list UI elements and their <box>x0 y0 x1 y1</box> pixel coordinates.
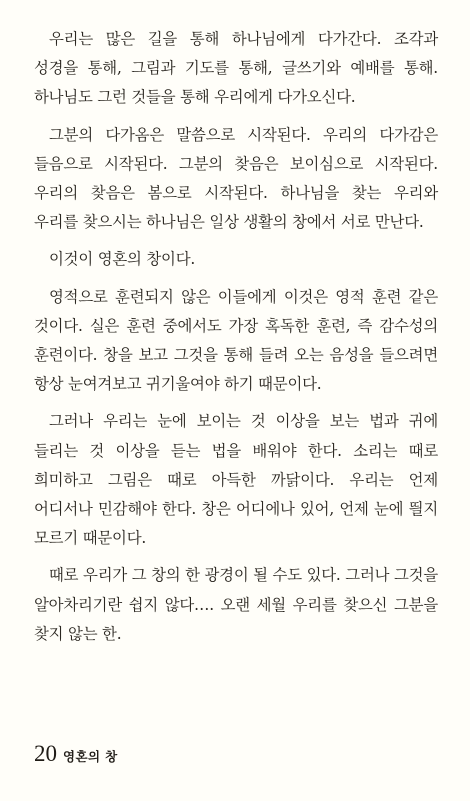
paragraph-4: 영적으로 훈련되지 않은 이들에게 이것은 영적 훈련 같은 것이다. 실은 훈련 중에서도 가장 혹독한 훈련, 즉 감수성의 훈련이다. 창을 보고 그것을 통해 들려 오는 음성을 들으려면 항상 눈여겨보고 귀기울여야 하기 때문이다. <box>34 287 438 394</box>
paragraph-2: 그분의 다가옴은 말씀으로 시작된다. 우리의 다가감은 들음으로 시작된다. 그분의 찾음은 보이심으로 시작된다. 우리의 찾음은 봄으로 시작된다. 하나님을 찾는 우리와 우리를 찾으시는 하나님은 일상 생활의 창에서 서로 만난다. <box>34 125 438 232</box>
page-body <box>34 25 438 649</box>
running-title: 영혼의 창 <box>63 749 118 764</box>
paragraph-6: 때로 우리가 그 창의 한 광경이 될 수도 있다. 그러나 그것을 알아차리기란 쉽지 않다…. 오랜 세월 우리를 찾으신 그분을 찾지 않는 한. <box>34 566 438 643</box>
page-number: 20 <box>34 741 57 766</box>
page-footer <box>34 742 118 765</box>
paragraph-1: 우리는 많은 길을 통해 하나님에게 다가간다. 조각과 성경을 통해, 그림과 기도를 통해, 글쓰기와 예배를 통해. 하나님도 그런 것들을 통해 우리에게 다가오신다. <box>34 30 438 107</box>
paragraph-5: 그러나 우리는 눈에 보이는 것 이상을 보는 법과 귀에 들리는 것 이상을 듣는 법을 배워야 한다. 소리는 때로 희미하고 그림은 때로 아득한 까닭이다. 우리는 언제 어디서나 민감해야 한다. 창은 어디에나 있어, 언제 눈에 띌지 모르기 때문이다. <box>34 412 438 548</box>
paragraph-3: 이것이 영혼의 창이다. <box>49 250 196 269</box>
